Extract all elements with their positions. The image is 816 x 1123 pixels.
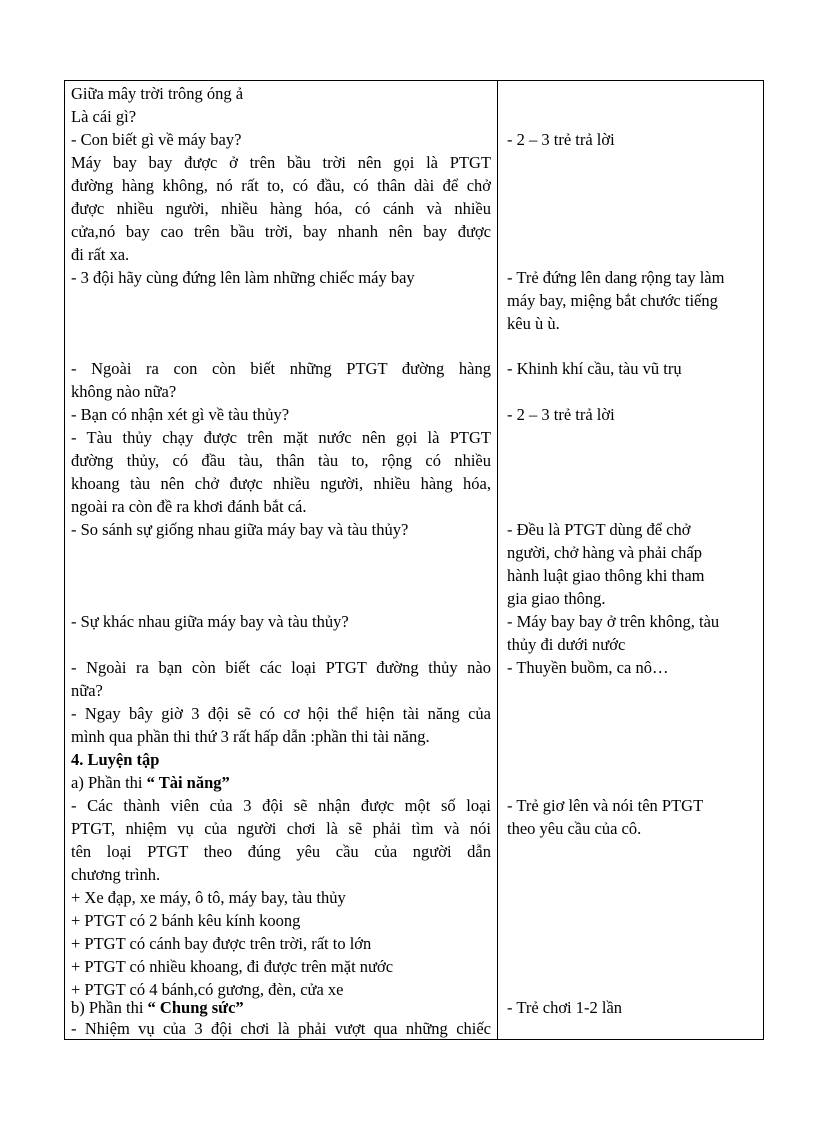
left-text-line: - Tàu thủy chạy được trên mặt nước nên gọi là PTGT [71, 428, 491, 447]
left-text-line: đường hàng không, nó rất to, có đầu, có thân dài để chở [71, 176, 491, 195]
left-text-line: cửa,nó bay cao trên bầu trời, bay nhanh nên bay được [71, 222, 491, 241]
left-text-line: chương trình. [71, 865, 161, 884]
list-item: + Xe đạp, xe máy, ô tô, máy bay, tàu thủy [71, 888, 346, 907]
subsection-title: “ Tài năng” [146, 773, 230, 792]
right-text-line: theo yêu cầu của cô. [507, 819, 642, 838]
left-text-line: - Con biết gì về máy bay? [71, 130, 242, 149]
lesson-table [64, 80, 764, 1040]
right-text-line: - Thuyền buồm, ca nô… [507, 658, 669, 677]
list-item: + PTGT có 2 bánh kêu kính koong [71, 911, 301, 930]
subsection-title: “ Chung sức” [147, 998, 244, 1017]
left-text-line: khoang tàu nên chở được nhiều người, nhiều hàng hóa, [71, 474, 491, 493]
left-text-line: - 3 đội hãy cùng đứng lên làm những chiếc máy bay [71, 268, 415, 287]
left-text-line: ngoài ra còn đề ra khơi đánh bắt cá. [71, 497, 307, 516]
left-text-line: không nào nữa? [71, 382, 177, 401]
subsection-prefix: a) Phần thi [71, 773, 147, 792]
right-text-line: người, chở hàng và phải chấp [507, 543, 703, 562]
column-divider [497, 81, 498, 1039]
right-text-line: máy bay, miệng bắt chước tiếng [507, 291, 718, 310]
left-text-line: đường thủy, có đầu tàu, thân tàu to, rộng có nhiều [71, 451, 491, 470]
left-text-line: - So sánh sự giống nhau giữa máy bay và tàu thủy? [71, 520, 409, 539]
left-text-line: - Các thành viên của 3 đội sẽ nhận được một số loại [71, 796, 491, 815]
right-text-line: gia giao thông. [507, 589, 606, 608]
left-text-line: - Ngoài ra bạn còn biết các loại PTGT đường thủy nào [71, 658, 491, 677]
right-text-line: - Máy bay bay ở trên không, tàu [507, 612, 720, 631]
subsection-heading [71, 997, 244, 1019]
left-text-line: Máy bay bay được ở trên bầu trời nên gọi là PTGT [71, 153, 491, 172]
subsection-heading [71, 772, 230, 794]
list-item: + PTGT có nhiều khoang, đi được trên mặt nước [71, 957, 394, 976]
left-text-line: - Ngoài ra con còn biết những PTGT đường hàng [71, 359, 491, 378]
left-text-line: nữa? [71, 681, 103, 700]
section-heading: 4. Luyện tập [71, 750, 160, 769]
right-text-line: - Đều là PTGT dùng để chở [507, 520, 691, 539]
left-text-line: Giữa mây trời trông óng ả [71, 84, 244, 103]
left-text-line: tên loại PTGT theo đúng yêu cầu của người dẫn [71, 842, 491, 861]
subsection-prefix: b) Phần thi [71, 998, 148, 1017]
left-text-line: - Bạn có nhận xét gì về tàu thủy? [71, 405, 290, 424]
right-text-line: kêu ù ù. [507, 314, 560, 333]
right-text-line: - Khinh khí cầu, tàu vũ trụ [507, 359, 682, 378]
list-item: + PTGT có 4 bánh,có gương, đèn, cửa xe [71, 980, 344, 999]
left-text-line: Là cái gì? [71, 107, 137, 126]
right-text-line: hành luật giao thông khi tham [507, 566, 705, 585]
right-text-line: - 2 – 3 trẻ trả lời [507, 130, 615, 149]
left-text-line: được nhiều người, nhiều hàng hóa, có cánh và nhiều [71, 199, 491, 218]
right-text-line: thủy đi dưới nước [507, 635, 626, 654]
left-text-line: - Sự khác nhau giữa máy bay và tàu thủy? [71, 612, 349, 631]
left-text-line: mình qua phần thi thứ 3 rất hấp dẫn :phần thi tài năng. [71, 727, 430, 746]
right-text-line: - Trẻ đứng lên dang rộng tay làm [507, 268, 725, 287]
right-text-line: - Trẻ chơi 1-2 lần [507, 998, 623, 1017]
list-item: + PTGT có cánh bay được trên trời, rất to lớn [71, 934, 372, 953]
left-text-line: PTGT, nhiệm vụ của người chơi là sẽ phải tìm và nói [71, 819, 491, 838]
left-text-line: - Ngay bây giờ 3 đội sẽ có cơ hội thể hiện tài năng của [71, 704, 491, 723]
right-text-line: - 2 – 3 trẻ trả lời [507, 405, 615, 424]
left-text-line: đi rất xa. [71, 245, 130, 264]
right-text-line: - Trẻ giơ lên và nói tên PTGT [507, 796, 704, 815]
left-text-line: - Nhiệm vụ của 3 đội chơi là phải vượt qua những chiếc [71, 1019, 491, 1038]
